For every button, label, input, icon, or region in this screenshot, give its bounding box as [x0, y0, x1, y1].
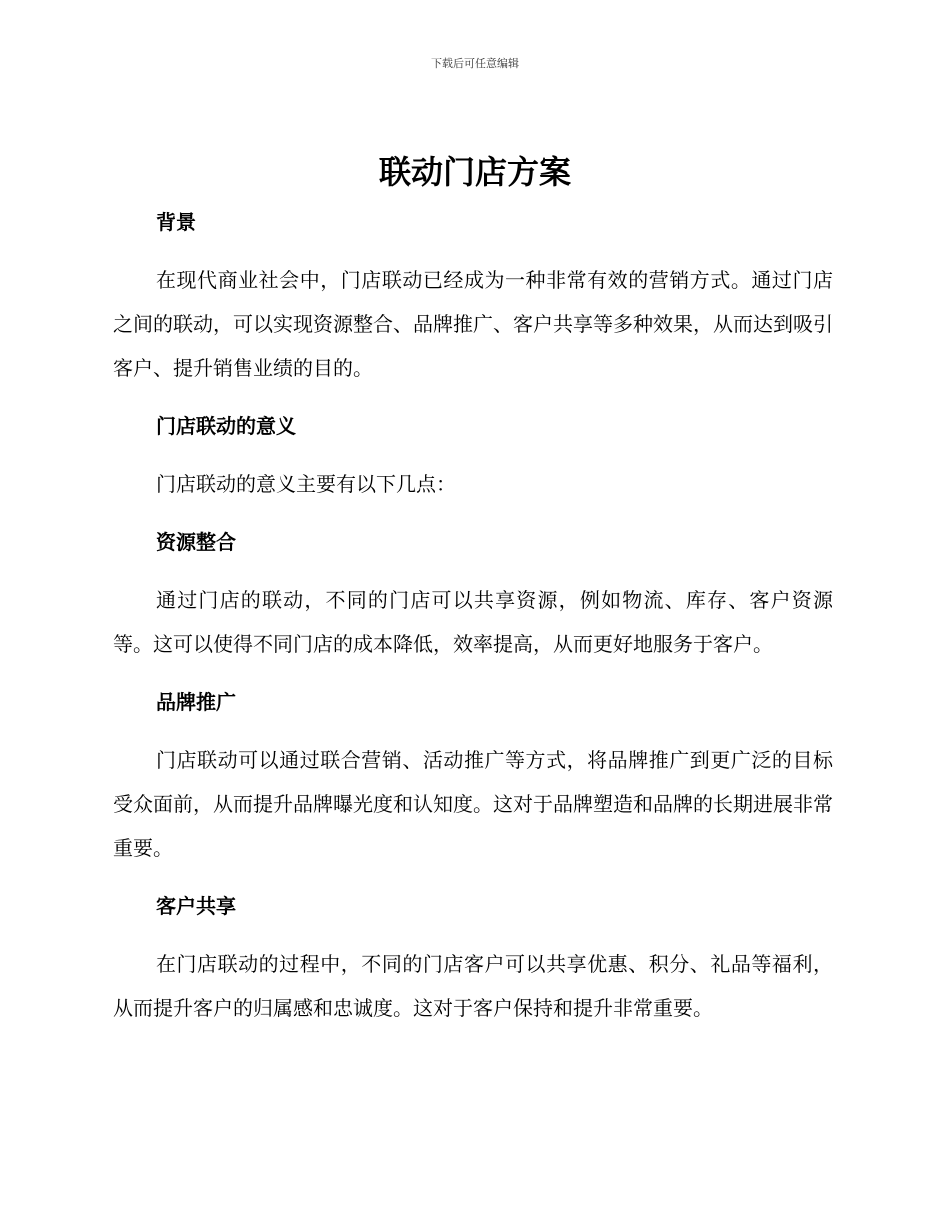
document-body	[113, 200, 833, 1030]
section-heading-meaning: 门店联动的意义	[156, 414, 296, 438]
paragraph-background: 在现代商业社会中，门店联动已经成为一种非常有效的营销方式。通过门店之间的联动，可以实现资源整合、品牌推广、客户共享等多种效果，从而达到吸引客户、提升销售业绩的目的。	[113, 268, 833, 380]
section-heading-background: 背景	[156, 210, 196, 234]
paragraph-resource: 通过门店的联动，不同的门店可以共享资源，例如物流、库存、客户资源等。这可以使得不同门店的成本降低，效率提高，从而更好地服务于客户。	[113, 588, 833, 656]
page-header: 下载后可任意编辑	[431, 57, 519, 70]
section-heading-customer: 客户共享	[156, 894, 236, 918]
paragraph-meaning: 门店联动的意义主要有以下几点：	[156, 472, 456, 496]
paragraph-customer: 在门店联动的过程中，不同的门店客户可以共享优惠、积分、礼品等福利，从而提升客户的归属感和忠诚度。这对于客户保持和提升非常重要。	[113, 952, 833, 1020]
section-heading-brand: 品牌推广	[156, 690, 236, 714]
document-title: 联动门店方案	[378, 153, 571, 191]
paragraph-brand: 门店联动可以通过联合营销、活动推广等方式，将品牌推广到更广泛的目标受众面前，从而提升品牌曝光度和认知度。这对于品牌塑造和品牌的长期进展非常重要。	[113, 748, 833, 860]
section-heading-resource: 资源整合	[156, 530, 236, 554]
